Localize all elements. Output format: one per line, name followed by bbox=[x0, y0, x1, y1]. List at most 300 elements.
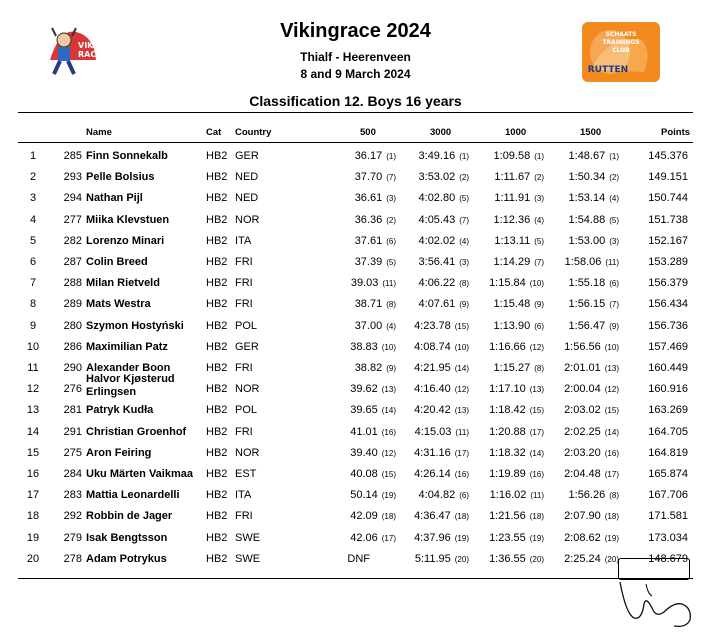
time-500-cell-time: 50.14 bbox=[350, 489, 378, 502]
name-cell bbox=[86, 373, 175, 399]
table-row bbox=[0, 506, 711, 527]
cat-cell: HB2 bbox=[206, 277, 228, 290]
col-header-3000: 3000 bbox=[430, 127, 452, 138]
name-cell: Uku Märten Vaikmaa bbox=[86, 468, 193, 480]
logo-right-text-4: RUTTEN bbox=[587, 65, 629, 75]
cat-cell: HB2 bbox=[206, 171, 228, 184]
time-1000-cell-time: 1:17.10 bbox=[489, 383, 526, 396]
time-1000-cell-time: 1:18.32 bbox=[489, 446, 526, 459]
country-cell: POL bbox=[235, 319, 258, 332]
time-1500-cell-rank: (16) bbox=[604, 448, 619, 458]
table-row bbox=[0, 443, 711, 464]
time-500-cell-time: 39.65 bbox=[350, 404, 378, 417]
time-3000-cell-rank: (14) bbox=[454, 364, 469, 373]
time-1500-cell-rank: (13) bbox=[604, 364, 619, 373]
table-row bbox=[0, 400, 711, 421]
time-1500-cell-time: 2:04.48 bbox=[564, 468, 601, 480]
table-row bbox=[0, 422, 711, 443]
time-3000-cell-rank: (16) bbox=[454, 470, 469, 479]
bib-cell: 284 bbox=[63, 468, 82, 480]
time-500-cell-time: 42.06 bbox=[350, 531, 378, 544]
time-1000-cell-rank: (14) bbox=[529, 448, 544, 458]
time-1500-cell bbox=[521, 188, 619, 209]
name-cell: Milan Rietveld bbox=[86, 277, 160, 290]
time-500-cell-rank: (5) bbox=[386, 258, 396, 267]
table-row bbox=[0, 464, 711, 485]
table-row bbox=[0, 252, 711, 273]
rank-cell: 7 bbox=[29, 277, 37, 290]
time-1000-cell-time: 1:15.48 bbox=[493, 298, 531, 311]
divider-bottom bbox=[18, 578, 693, 579]
time-1000-cell-time: 1:19.89 bbox=[489, 468, 526, 480]
time-500-cell-rank: (11) bbox=[382, 279, 396, 289]
time-500-cell-time: 38.83 bbox=[350, 340, 378, 353]
time-500-cell-rank: (8) bbox=[386, 300, 396, 310]
time-500-cell-time: 37.00 bbox=[354, 319, 383, 332]
time-3000-cell-time: 4:23.78 bbox=[414, 319, 451, 332]
name-cell: Adam Potrykus bbox=[86, 552, 167, 565]
points-cell: 171.581 bbox=[648, 510, 688, 523]
name-cell: Patryk Kudła bbox=[86, 404, 154, 417]
time-500-cell-rank: (13) bbox=[381, 385, 396, 395]
time-1500-cell bbox=[521, 422, 619, 443]
table-row bbox=[0, 485, 711, 506]
cat-cell: HB2 bbox=[206, 213, 228, 226]
time-1500-cell bbox=[521, 549, 619, 570]
name-cell: Maximilian Patz bbox=[86, 340, 168, 353]
time-1500-cell-rank: (18) bbox=[604, 512, 619, 522]
time-500-cell-time: 39.62 bbox=[350, 383, 378, 396]
time-3000-cell-time: 4:16.40 bbox=[414, 383, 451, 396]
points-cell: 164.819 bbox=[648, 446, 688, 459]
time-500-cell-time: 36.17 bbox=[354, 150, 383, 162]
cat-cell: HB2 bbox=[206, 340, 228, 353]
time-1000-cell-time: 1:16.66 bbox=[489, 340, 526, 353]
time-3000-cell-rank: (9) bbox=[459, 300, 469, 310]
handwritten-signature bbox=[612, 574, 702, 630]
name-cell: Lorenzo Minari bbox=[86, 234, 165, 247]
bib-cell: 282 bbox=[63, 234, 82, 247]
time-1500-cell-time: 1:56.15 bbox=[568, 298, 606, 311]
time-1500-cell-rank: (1) bbox=[609, 152, 619, 161]
country-cell: NOR bbox=[235, 446, 260, 459]
time-1500-cell-rank: (5) bbox=[609, 215, 619, 225]
time-3000-cell-time: 4:37.96 bbox=[414, 531, 451, 544]
name-cell: Christian Groenhof bbox=[86, 425, 187, 438]
time-1500-cell-time: 2:00.04 bbox=[564, 383, 601, 396]
cat-cell: HB2 bbox=[206, 425, 228, 438]
points-cell: 152.167 bbox=[648, 234, 688, 247]
time-1500-cell bbox=[521, 379, 619, 400]
time-1000-cell-rank: (3) bbox=[534, 194, 544, 204]
points-cell: 150.744 bbox=[648, 192, 688, 205]
time-1500-cell-time: 1:58.06 bbox=[564, 256, 602, 268]
points-cell: 164.705 bbox=[648, 425, 688, 438]
time-500-cell-rank: (1) bbox=[386, 152, 396, 161]
time-1000-cell-time: 1:16.02 bbox=[489, 489, 527, 502]
time-1500-cell bbox=[521, 210, 619, 231]
time-3000-cell-time: 4:36.47 bbox=[414, 510, 451, 523]
table-row bbox=[0, 210, 711, 231]
time-500-cell-time: 38.82 bbox=[354, 362, 383, 374]
rank-cell: 5 bbox=[29, 234, 37, 247]
time-500-cell-rank: (6) bbox=[386, 236, 396, 246]
time-3000-cell-rank: (11) bbox=[455, 427, 469, 437]
time-1500-cell-rank: (14) bbox=[604, 427, 619, 437]
time-500-cell-rank: (4) bbox=[386, 321, 396, 331]
col-header-country: Country bbox=[235, 127, 272, 138]
time-500-cell-rank: (15) bbox=[381, 470, 396, 479]
time-500-cell-time: 36.36 bbox=[354, 213, 383, 226]
time-1500-cell-rank: (17) bbox=[604, 470, 619, 479]
time-1000-cell-rank: (12) bbox=[529, 342, 544, 352]
table-row bbox=[0, 294, 711, 315]
time-1500-cell-rank: (10) bbox=[604, 342, 619, 352]
bib-cell: 278 bbox=[63, 552, 82, 565]
time-500-cell-time: 41.01 bbox=[350, 425, 378, 438]
name-cell: Nathan Pijl bbox=[86, 192, 143, 205]
cat-cell: HB2 bbox=[206, 192, 228, 205]
col-header-cat: Cat bbox=[206, 127, 222, 138]
cat-cell: HB2 bbox=[206, 298, 228, 311]
name-cell: Aron Feiring bbox=[86, 446, 152, 459]
time-1000-cell-rank: (15) bbox=[529, 406, 544, 416]
bib-cell: 293 bbox=[63, 171, 82, 184]
time-1000-cell-time: 1:18.42 bbox=[489, 404, 526, 417]
event-venue: Thialf - Heerenveen bbox=[300, 50, 411, 64]
country-cell: FRI bbox=[235, 298, 253, 311]
time-500-cell-time: 38.71 bbox=[354, 298, 383, 311]
time-3000-cell-time: 4:02.80 bbox=[418, 192, 456, 205]
time-1500-cell-time: 2:08.62 bbox=[564, 531, 601, 544]
time-1000-cell-time: 1:15.84 bbox=[489, 277, 526, 290]
time-3000-cell-time: 4:20.42 bbox=[414, 404, 451, 417]
time-3000-cell-rank: (13) bbox=[454, 406, 469, 416]
rank-cell: 13 bbox=[26, 404, 40, 417]
time-500-cell-rank: (14) bbox=[381, 406, 396, 416]
time-1000-cell-rank: (2) bbox=[534, 173, 544, 183]
time-1500-cell-time: 2:07.90 bbox=[564, 510, 601, 523]
country-cell: NED bbox=[235, 171, 259, 184]
rank-cell: 12 bbox=[26, 383, 40, 396]
time-500-cell-time: 42.09 bbox=[350, 510, 378, 523]
time-500-cell-time: 37.70 bbox=[354, 171, 383, 184]
time-500-cell-rank: (16) bbox=[381, 427, 396, 437]
time-3000-cell-time: 4:05.43 bbox=[418, 213, 456, 226]
rank-cell: 9 bbox=[29, 319, 37, 332]
points-cell: 167.706 bbox=[648, 489, 688, 502]
rank-cell: 11 bbox=[27, 362, 39, 374]
time-500-cell-time: 36.61 bbox=[354, 192, 383, 205]
time-1500-cell-time: 1:48.67 bbox=[568, 150, 606, 162]
country-cell: EST bbox=[235, 468, 257, 480]
cat-cell: HB2 bbox=[206, 256, 228, 268]
logo-right-text-1: SCHAATS bbox=[605, 31, 637, 38]
time-1500-cell-time: 2:01.01 bbox=[564, 362, 601, 374]
country-cell: NED bbox=[235, 192, 259, 205]
rank-cell: 17 bbox=[26, 489, 40, 502]
cat-cell: HB2 bbox=[206, 468, 228, 480]
time-3000-cell-time: 5:11.95 bbox=[414, 552, 451, 565]
points-cell: 156.379 bbox=[648, 277, 688, 290]
cat-cell: HB2 bbox=[206, 404, 228, 417]
time-3000-cell-rank: (6) bbox=[459, 491, 469, 501]
time-3000-cell-rank: (18) bbox=[454, 512, 469, 522]
time-3000-cell-time: 4:15.03 bbox=[414, 425, 452, 438]
time-1500-cell-time: 2:03.20 bbox=[564, 446, 601, 459]
classification-title: Classification 12. Boys 16 years bbox=[249, 93, 462, 109]
cat-cell: HB2 bbox=[206, 510, 228, 523]
country-cell: SWE bbox=[235, 552, 261, 565]
name-cell: Mats Westra bbox=[86, 298, 151, 311]
country-cell: GER bbox=[235, 340, 259, 353]
country-cell: FRI bbox=[235, 362, 253, 374]
rank-cell: 16 bbox=[26, 468, 40, 480]
time-1500-cell-time: 1:55.18 bbox=[568, 277, 606, 290]
time-1500-cell-time: 1:54.88 bbox=[568, 213, 606, 226]
col-header-1000: 1000 bbox=[505, 127, 527, 138]
time-1000-cell-rank: (10) bbox=[529, 279, 544, 289]
divider-top bbox=[18, 112, 693, 113]
time-3000-cell-time: 3:56.41 bbox=[418, 256, 456, 268]
name-cell: Mattia Leonardelli bbox=[86, 489, 180, 502]
time-1500-cell-rank: (6) bbox=[609, 279, 619, 289]
name-cell: Robbin de Jager bbox=[86, 510, 173, 523]
time-3000-cell-rank: (17) bbox=[454, 448, 469, 458]
time-3000-cell-time: 3:49.16 bbox=[418, 150, 456, 162]
time-1500-cell-rank: (11) bbox=[605, 258, 619, 267]
time-1500-cell bbox=[521, 485, 619, 506]
time-1500-cell bbox=[521, 316, 619, 337]
time-1500-cell bbox=[521, 358, 619, 379]
time-1000-cell-rank: (1) bbox=[534, 152, 544, 161]
time-1500-cell-time: 1:50.34 bbox=[568, 171, 606, 184]
time-500-cell-rank: (7) bbox=[386, 173, 396, 183]
country-cell: ITA bbox=[235, 489, 252, 502]
time-1000-cell-rank: (18) bbox=[529, 512, 544, 522]
time-500-cell-time: 39.03 bbox=[350, 277, 379, 290]
name-cell: Miika Klevstuen bbox=[86, 213, 170, 226]
time-1000-cell-time: 1:15.27 bbox=[493, 362, 531, 374]
time-500-cell-time: 39.40 bbox=[350, 446, 378, 459]
bib-cell: 289 bbox=[63, 298, 82, 311]
name-cell: Szymon Hostyński bbox=[86, 319, 184, 332]
cat-cell: HB2 bbox=[206, 446, 228, 459]
time-1000-cell-rank: (11) bbox=[530, 491, 544, 501]
time-1500-cell bbox=[521, 273, 619, 294]
logo-left-text-1: VIKING bbox=[78, 41, 110, 50]
time-1500-cell bbox=[521, 146, 619, 167]
time-1500-cell bbox=[521, 337, 619, 358]
logo-left-text-3: 2024 bbox=[80, 60, 100, 68]
table-row bbox=[0, 273, 711, 294]
table-row bbox=[0, 167, 711, 188]
table-row bbox=[0, 316, 711, 337]
table-row bbox=[0, 231, 711, 252]
points-cell: 156.434 bbox=[648, 298, 688, 311]
time-500-cell-rank: (3) bbox=[386, 194, 396, 204]
time-3000-cell-rank: (15) bbox=[454, 321, 469, 331]
bib-cell: 275 bbox=[63, 446, 82, 459]
time-1500-cell-time: 2:25.24 bbox=[564, 552, 601, 565]
bib-cell: 294 bbox=[63, 192, 82, 205]
time-1000-cell-time: 1:21.56 bbox=[489, 510, 526, 523]
time-1500-cell bbox=[521, 167, 619, 188]
col-header-500: 500 bbox=[360, 127, 376, 138]
rank-cell: 15 bbox=[26, 446, 40, 459]
rank-cell: 14 bbox=[26, 425, 40, 438]
time-500-cell-rank: (9) bbox=[386, 364, 396, 373]
time-1000-cell-rank: (6) bbox=[534, 321, 544, 331]
cat-cell: HB2 bbox=[206, 234, 228, 247]
name-cell: Alexander Boon bbox=[86, 362, 171, 374]
time-1000-cell-rank: (19) bbox=[529, 533, 544, 543]
time-1500-cell-time: 1:53.14 bbox=[568, 192, 606, 205]
logo-right-text-2: TRAININGS bbox=[602, 39, 640, 46]
time-1000-cell-time: 1:36.55 bbox=[489, 552, 526, 565]
time-1000-cell-time: 1:13.90 bbox=[493, 319, 531, 332]
bib-cell: 291 bbox=[63, 425, 82, 438]
time-1000-cell-time: 1:12.36 bbox=[493, 213, 531, 226]
time-1500-cell-time: 2:02.25 bbox=[564, 425, 601, 438]
country-cell: SWE bbox=[235, 531, 261, 544]
time-1500-cell-time: 1:56.26 bbox=[568, 489, 606, 502]
time-1500-cell bbox=[521, 252, 619, 273]
table-row bbox=[0, 146, 711, 167]
points-cell: 173.034 bbox=[648, 531, 688, 544]
time-500-cell-rank: (18) bbox=[381, 512, 396, 522]
time-3000-cell-rank: (7) bbox=[459, 215, 469, 225]
name-line-1: Halvor Kjøsterud bbox=[86, 373, 175, 386]
time-500-cell-time: 40.08 bbox=[350, 468, 378, 480]
rank-cell: 20 bbox=[26, 552, 40, 565]
name-cell: Pelle Bolsius bbox=[86, 171, 155, 184]
points-cell: 156.736 bbox=[648, 319, 688, 332]
time-3000-cell-time: 4:04.82 bbox=[418, 489, 456, 502]
time-1500-cell-time: 1:56.56 bbox=[564, 340, 601, 353]
time-500-cell-time: DNF bbox=[347, 552, 370, 565]
time-1500-cell-rank: (9) bbox=[609, 321, 619, 331]
cat-cell: HB2 bbox=[206, 383, 228, 396]
points-cell: 148.679 bbox=[648, 552, 688, 565]
country-cell: NOR bbox=[235, 213, 260, 226]
time-1500-cell-rank: (8) bbox=[609, 491, 619, 501]
bib-cell: 292 bbox=[63, 510, 82, 523]
time-1000-cell-time: 1:14.29 bbox=[493, 256, 531, 268]
points-cell: 163.269 bbox=[648, 404, 688, 417]
time-1000-cell-rank: (20) bbox=[529, 554, 544, 564]
country-cell: FRI bbox=[235, 277, 253, 290]
rank-cell: 8 bbox=[29, 298, 37, 311]
time-1000-cell-time: 1:09.58 bbox=[493, 150, 531, 162]
time-1000-cell-rank: (16) bbox=[529, 470, 544, 479]
time-1500-cell-rank: (12) bbox=[604, 385, 619, 395]
time-500-cell-rank: (2) bbox=[386, 215, 396, 225]
table-row bbox=[0, 549, 711, 570]
time-3000-cell-time: 4:08.74 bbox=[414, 340, 451, 353]
points-cell: 153.289 bbox=[648, 256, 688, 268]
country-cell: ITA bbox=[235, 234, 252, 247]
time-1000-cell-rank: (5) bbox=[534, 236, 544, 246]
table-row bbox=[0, 337, 711, 358]
bib-cell: 286 bbox=[63, 340, 82, 353]
time-3000-cell-time: 4:02.02 bbox=[418, 234, 456, 247]
time-1500-cell-rank: (7) bbox=[609, 300, 619, 310]
country-cell: POL bbox=[235, 404, 258, 417]
time-3000-cell-time: 4:06.22 bbox=[418, 277, 456, 290]
time-1000-cell-time: 1:11.67 bbox=[494, 171, 531, 184]
time-1500-cell bbox=[521, 464, 619, 485]
cat-cell: HB2 bbox=[206, 150, 228, 162]
time-3000-cell-time: 4:26.14 bbox=[414, 468, 451, 480]
bib-cell: 277 bbox=[63, 213, 82, 226]
col-header-points: Points bbox=[661, 127, 691, 138]
time-1500-cell bbox=[521, 400, 619, 421]
cat-cell: HB2 bbox=[206, 552, 228, 565]
logo-left-text-2: RACE bbox=[78, 50, 102, 59]
time-1500-cell-rank: (19) bbox=[604, 533, 619, 543]
time-1000-cell-time: 1:23.55 bbox=[489, 531, 526, 544]
time-500-cell-time: 37.39 bbox=[354, 256, 383, 268]
time-1500-cell bbox=[521, 294, 619, 315]
time-1000-cell-rank: (4) bbox=[534, 215, 544, 225]
points-cell: 151.738 bbox=[648, 213, 688, 226]
cat-cell: HB2 bbox=[206, 319, 228, 332]
cat-cell: HB2 bbox=[206, 489, 228, 502]
points-cell: 160.449 bbox=[648, 362, 688, 374]
time-3000-cell-rank: (1) bbox=[459, 152, 469, 161]
name-cell: Isak Bengtsson bbox=[86, 531, 168, 544]
time-1000-cell-time: 1:13.11 bbox=[494, 234, 531, 247]
cat-cell: HB2 bbox=[206, 531, 228, 544]
time-3000-cell-rank: (19) bbox=[454, 533, 469, 543]
rank-cell: 2 bbox=[29, 171, 37, 184]
time-1500-cell bbox=[521, 528, 619, 549]
time-3000-cell-rank: (8) bbox=[459, 279, 469, 289]
bib-cell: 288 bbox=[63, 277, 82, 290]
rank-cell: 18 bbox=[26, 510, 40, 523]
time-1000-cell-rank: (17) bbox=[529, 427, 544, 437]
country-cell: FRI bbox=[235, 256, 253, 268]
time-1000-cell-rank: (8) bbox=[534, 364, 544, 373]
col-header-1500: 1500 bbox=[580, 127, 602, 138]
name-line-2: Erlingsen bbox=[86, 386, 137, 399]
points-cell: 160.916 bbox=[648, 383, 688, 396]
points-cell: 157.469 bbox=[648, 340, 688, 353]
time-1000-cell-rank: (9) bbox=[534, 300, 544, 310]
bib-cell: 280 bbox=[63, 319, 82, 332]
bib-cell: 276 bbox=[63, 383, 82, 396]
bib-cell: 279 bbox=[63, 531, 82, 544]
time-3000-cell-time: 4:31.16 bbox=[414, 446, 451, 459]
cat-cell: HB2 bbox=[206, 362, 228, 374]
time-500-cell-time: 37.61 bbox=[354, 234, 383, 247]
rank-cell: 19 bbox=[26, 531, 40, 544]
bib-cell: 281 bbox=[63, 404, 82, 417]
time-1500-cell bbox=[521, 506, 619, 527]
name-cell: Colin Breed bbox=[86, 256, 148, 268]
rank-cell: 1 bbox=[29, 150, 37, 162]
country-cell: GER bbox=[235, 150, 259, 162]
rank-cell: 4 bbox=[29, 213, 37, 226]
time-3000-cell-rank: (5) bbox=[459, 194, 469, 204]
time-1500-cell bbox=[521, 443, 619, 464]
time-1000-cell-rank: (7) bbox=[534, 258, 544, 267]
time-3000-cell-rank: (10) bbox=[454, 342, 469, 352]
country-cell: NOR bbox=[235, 383, 260, 396]
time-1500-cell-rank: (15) bbox=[604, 406, 619, 416]
bib-cell: 290 bbox=[63, 362, 82, 374]
